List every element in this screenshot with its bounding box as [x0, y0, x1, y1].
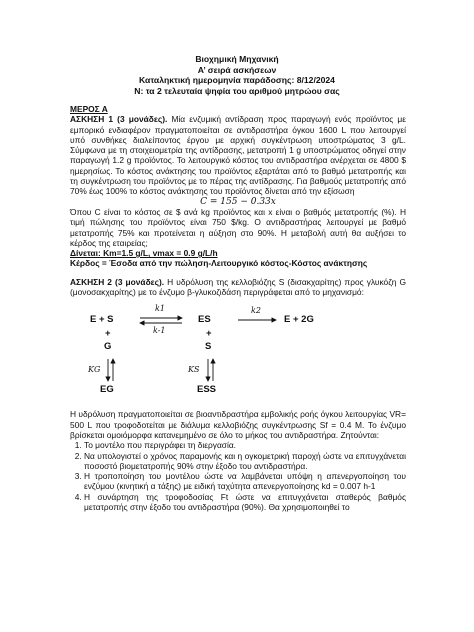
exercise-1-text2: Όπου C είναι το κόστος σε $ ανά kg προϊόντος και x είναι ο βαθμός μετατροπής (%). Η τιμή πώλησης του προϊόντος είναι 750 $/kg. Ο αντιδραστήρας λειτουργεί με βαθμό μετατροπής 75% και προτείνεται η αύξηση στο 90%. Η μεταβολή αυτή θα αυξήσει το κέρδος της εταιρείας; — [70, 206, 406, 248]
exercise-1-label: ΑΣΚΗΣΗ 1 (3 μονάδες). — [70, 114, 168, 125]
exercise-series: Α’ σειρά ασκήσεων — [197, 64, 277, 75]
deadline: Καταληκτική ημερομηνία παράδοσης: 8/12/2024 — [139, 75, 335, 86]
plus-sign-s: + — [206, 328, 212, 340]
kg-label: KG — [88, 365, 101, 375]
list-item: 1. Το μοντέλο που περιγράφει τη διεργασία. — [84, 440, 406, 450]
reaction-arrows — [70, 301, 406, 395]
list-item: 2. Να υπολογιστεί ο χρόνος παραμονής και η ογκομετρική παροχή ώστε να επιτυγχάνεται ποσοστό βιομετατροπής 90% στην έξοδο του αντιδραστήρα. — [84, 451, 406, 472]
profit-definition: Κέρδος = Έσοδα από την πώληση-Λειτουργικό κόστος-Κόστος ανάκτησης — [70, 258, 368, 269]
question-list — [70, 440, 406, 512]
document-header — [0, 54, 474, 96]
es-complex: ES — [198, 314, 211, 326]
document-body — [70, 104, 406, 512]
glucose: G — [104, 341, 112, 353]
eg-complex: EG — [100, 384, 114, 396]
list-item: 4. Η συνάρτηση της τροφοδοσίας Ft ώστε να επιτυγχάνεται σταθερός βαθμός μετατροπής στην έξοδο του αντιδραστήρα (90%). Θα χρησιμοποιηθεί το — [84, 492, 406, 513]
plus-sign-g: + — [105, 328, 111, 340]
ks-label: KS — [188, 365, 200, 375]
k1-label: k1 — [155, 304, 165, 314]
given-values: Δίνεται: Km=1.5 g/L, vmax = 0.9 g/L/h — [70, 248, 218, 259]
cost-equation: C = 155 − 0.33x — [200, 196, 276, 207]
ess-complex: ESS — [197, 384, 217, 396]
reaction-scheme — [70, 301, 406, 395]
list-item: 3. Η τροποποίηση του μοντέλου ώστε να λαμβάνεται υπόψη η απενεργοποίηση του ενζύμου (κινητική α τάξης) με ειδική ταχύτητα απενεργοποίησης kd = 0.007 h-1 — [84, 471, 406, 492]
products: E + 2G — [284, 314, 314, 326]
enzyme-substrate: E + S — [90, 314, 114, 326]
exercise-2-body: Η υδρόλυση της κελλοβιόζης S (δισακχαρίτης) προς γλυκόζη G (μονοσακχαρίτης) με το ένζυμο β-γλυκοζιδάση περιγράφεται από το μηχανισμό: — [70, 276, 406, 298]
k-minus1-label: k-1 — [153, 326, 166, 336]
exercise-1-body: Μία ενζυμική αντίδραση προς παραγωγή ενός προϊόντος με εμπορικό ενδιαφέρον πραγματοποιείται σε αντιδραστήρα όγκου 1600 L που λειτουργεί υπό συνθήκες διαλείποντος έργου με αρχική συγκέντρωση υποστρώματος 3 g/L. Σύμφωνα με τη στοιχειομετρία της αντίδρασης, μετατροπή 1 g υποστρώματος οδηγεί στην παραγωγή 1.2 g προϊόντος. Το λειτουργικό κόστος του αντιδραστήρα ανέρχεται σε 4800 $ ημερησίως. Το κόστος ανάκτησης του προϊόντος εξαρτάται από το βαθμό μετατροπής και τη συγκέντρωση του προϊόντος με το πέρας της αντίδρασης. Για βαθμούς μετατροπής από 70% έως 100% το κόστος ανάκτησης του προϊόντος δίνεται από την εξίσωση — [70, 114, 406, 197]
substrate: S — [205, 341, 212, 353]
reactor-description: Η υδρόλυση πραγματοποιείται σε βιοαντιδραστήρα εμβολικής ροής όγκου λειτουργίας VR= 500 L που τροφοδοτείται με διάλυμα κελλοβιόζης συγκέντρωσης Sf = 0.4 M. Το ένζυμο βρίσκεται ομοιόμορφα κατανεμημένο σε όλο το μήκος του αντιδραστήρα. Ζητούνται: — [70, 409, 406, 440]
exercise-1-text — [70, 114, 406, 196]
k2-label: k2 — [251, 306, 261, 316]
part-a-title: ΜΕΡΟΣ Α — [70, 104, 108, 114]
exercise-2-text — [70, 277, 406, 298]
n-definition: Ν: τα 2 τελευταία ψηφία του αριθμού μητρώου σας — [134, 85, 340, 96]
exercise-2-label: ΑΣΚΗΣΗ 2 (3 μονάδες). — [70, 276, 165, 287]
course-title: Βιοχημική Μηχανική — [195, 54, 279, 64]
